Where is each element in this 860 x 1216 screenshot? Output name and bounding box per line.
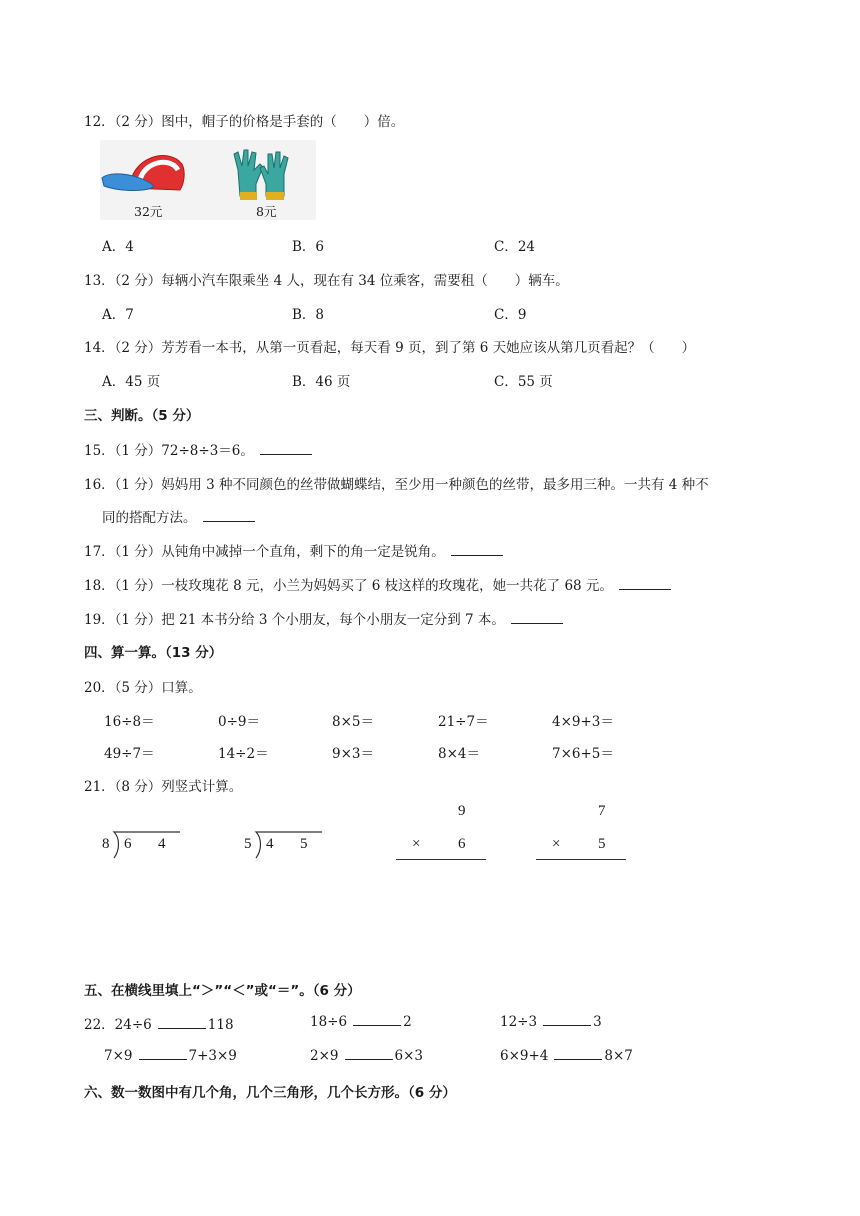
mul-1-underline [396,859,486,860]
question-14-stem: 14．（2 分）芳芳看一本书，从第一页看起，每天看 9 页，到了第 6 天她应该从第几页看起？（ ） [84,340,696,356]
q15-answer-blank[interactable] [260,442,312,455]
compare-left: 22．24÷6 [84,1017,152,1033]
question-16-line1: 16．（1 分）妈妈用 3 种不同颜色的丝带做蝴蝶结，至少用一种颜色的丝带，最多用三种。一共有 4 种不 [84,477,709,493]
q13-option-a: A．7 [102,307,134,323]
oral-calc-r1-3: 8×5＝ [332,714,374,730]
compare-left: 18÷6 [310,1014,348,1030]
oral-calc-r2-3: 9×3＝ [332,746,374,762]
compare-r2-2 [310,1047,423,1064]
mul-2-underline [536,859,626,860]
question-12-stem: 12．（2 分）图中，帽子的价格是手套的（ ）倍。 [84,114,405,130]
compare-r2-1 [104,1047,237,1064]
q14-option-c: C．55 页 [494,374,553,390]
q17-text: 17．（1 分）从钝角中减掉一个直角，剩下的角一定是锐角。 [84,544,445,560]
q15-text: 15．（1 分）72÷8÷3＝6。 [84,443,254,459]
compare-r1-3 [500,1013,602,1030]
oral-calc-r1-5: 4×9+3＝ [552,714,614,730]
oral-calc-r2-2: 14÷2＝ [218,746,269,762]
oral-calc-r2-5: 7×6+5＝ [552,746,614,762]
compare-right: 8×7 [604,1048,633,1064]
compare-blank[interactable] [554,1047,602,1060]
section-4-title: 四、算一算。（13 分） [84,645,223,661]
compare-right: 2 [403,1014,412,1030]
division-1-dividend-ones: 4 [158,836,166,852]
compare-left: 7×9 [104,1048,133,1064]
mul-1-times-sign: × [412,836,421,852]
cap-icon [102,156,184,191]
question-15 [84,439,312,459]
mul-2-times-sign: × [552,836,561,852]
question-19 [84,608,563,628]
mul-1-bottom: 6 [458,836,466,852]
compare-r1-2 [310,1013,412,1030]
q18-text: 18．（1 分）一枝玫瑰花 8 元，小兰为妈妈买了 6 枝这样的玫瑰花，她一共花了 68 元。 [84,578,613,594]
q16-text: 同的搭配方法。 [102,510,197,526]
division-1-dividend-tens: 6 [124,836,132,852]
compare-blank[interactable] [139,1047,187,1060]
mul-2-top: 7 [598,803,606,819]
question-17 [84,540,503,560]
compare-left: 6×9+4 [500,1048,549,1064]
division-1-divisor: 8 [102,836,110,852]
section-6-title: 六、数一数图中有几个角，几个三角形，几个长方形。（6 分） [84,1085,456,1101]
cap-and-gloves-illustration [100,140,316,220]
oral-calc-r1-4: 21÷7＝ [438,714,489,730]
compare-blank[interactable] [158,1016,206,1029]
compare-r2-3 [500,1047,633,1064]
long-division-2 [242,830,322,860]
question-20-stem: 20．（5 分）口算。 [84,680,202,696]
q12-option-c: C．24 [494,239,536,255]
long-division-1 [100,830,180,860]
division-2-divisor: 5 [244,836,252,852]
compare-blank[interactable] [345,1047,393,1060]
q16-answer-blank[interactable] [203,509,255,522]
q14-option-a: A．45 页 [102,374,161,390]
cap-price-label: 32元 [134,204,163,219]
q14-option-b: B．46 页 [292,374,351,390]
compare-right: 7+3×9 [188,1048,237,1064]
q18-answer-blank[interactable] [619,577,671,590]
q13-option-b: B．8 [292,307,325,323]
q19-text: 19．（1 分）把 21 本书分给 3 个小朋友，每个小朋友一定分到 7 本。 [84,612,505,628]
question-18 [84,574,671,594]
q13-option-c: C．9 [494,307,527,323]
mul-2-bottom: 5 [598,836,606,852]
question-21-stem: 21．（8 分）列竖式计算。 [84,779,243,795]
compare-left: 12÷3 [500,1014,538,1030]
oral-calc-r1-1: 16÷8＝ [104,714,155,730]
division-2-dividend-ones: 5 [300,836,308,852]
q17-answer-blank[interactable] [451,543,503,556]
division-2-dividend-tens: 4 [266,836,274,852]
q19-answer-blank[interactable] [511,611,563,624]
question-16-line2 [102,506,255,526]
q12-option-a: A．4 [102,239,134,255]
compare-left: 2×9 [310,1048,339,1064]
compare-right: 3 [593,1014,602,1030]
compare-r1-1 [84,1013,234,1033]
compare-right: 6×3 [394,1048,423,1064]
section-5-title: 五、在横线里填上“＞”“＜”或“＝”。（6 分） [84,983,361,999]
mul-1-top: 9 [458,803,466,819]
section-3-title: 三、判断。（5 分） [84,408,200,424]
oral-calc-r2-4: 8×4＝ [438,746,480,762]
question-13-stem: 13．（2 分）每辆小汽车限乘坐 4 人，现在有 34 位乘客，需要租（ ）辆车。 [84,273,569,289]
compare-blank[interactable] [353,1013,401,1026]
q12-option-b: B．6 [292,239,325,255]
compare-blank[interactable] [543,1013,591,1026]
division-bracket-icon [112,830,182,860]
price-picture [100,140,316,220]
vertical-multiplication-1 [394,803,488,863]
vertical-multiplication-2 [534,803,628,863]
glove-price-label: 8元 [256,204,277,219]
compare-right: 118 [207,1017,234,1033]
gloves-icon [234,150,288,200]
oral-calc-r2-1: 49÷7＝ [104,746,155,762]
division-bracket-icon [254,830,324,860]
oral-calc-r1-2: 0÷9＝ [218,714,260,730]
